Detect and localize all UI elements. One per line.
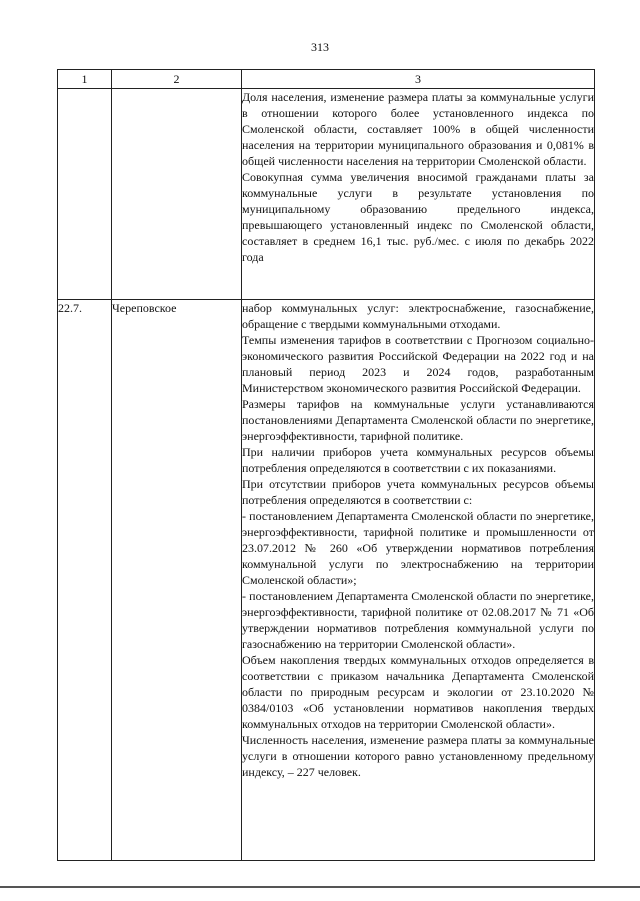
paragraph: Размеры тарифов на коммунальные услуги устанавливаются постановлениями Департамента Смоленской области по энергетике, энергоэффективности, тарифной политике.: [242, 397, 594, 443]
municipality-cell: [112, 89, 242, 300]
paragraph: - постановлением Департамента Смоленской области по энергетике, энергоэффективности, тарифной политике и промышленности от 23.07.2012 № 260 «Об утверждении нормативов потребления коммунальной услуги по электроснабжению на территории Смоленской области»;: [242, 509, 594, 587]
paragraph: Объем накопления твердых коммунальных отходов определяется в соответствии с приказом начальника Департамента Смоленской области по природным ресурсам и экологии от 23.10.2020 № 0384/0103 «Об установлении нормативов накопления твердых коммунальных отходов на территории Смоленской области».: [242, 653, 594, 731]
table-row: [58, 300, 595, 861]
description-cell: [242, 89, 595, 300]
column-header-1: 1: [58, 70, 112, 89]
paragraph: набор коммунальных услуг: электроснабжение, газоснабжение, обращение с твердыми коммунальными отходами.: [242, 301, 594, 331]
row-number-cell: [58, 89, 112, 300]
paragraph: - постановлением Департамента Смоленской области по энергетике, энергоэффективности, тарифной политике от 02.08.2017 № 71 «Об утверждении нормативов потребления коммунальной услуги по газоснабжению на территории Смоленской области».: [242, 589, 594, 651]
description-cell: [242, 300, 595, 861]
row-number-cell: 22.7.: [58, 300, 112, 861]
column-header-2: 2: [112, 70, 242, 89]
paragraph: При наличии приборов учета коммунальных ресурсов объемы потребления определяются в соответствии с их показаниями.: [242, 445, 594, 475]
paragraph: Темпы изменения тарифов в соответствии с Прогнозом социально-экономического развития Российской Федерации на 2022 год и на плановый период 2023 и 2024 годов, разработанным Министерством экономического развития Российской Федерации.: [242, 333, 594, 395]
paragraph: Численность населения, изменение размера платы за коммунальные услуги в отношении которого равно установленному предельному индексу, – 227 человек.: [242, 733, 594, 779]
paragraph: При отсутствии приборов учета коммунальных ресурсов объемы потребления определяются в соответствии с:: [242, 477, 594, 507]
paragraph: Совокупная сумма увеличения вносимой гражданами платы за коммунальные услуги в результате установления по муниципальному образованию предельного индекса, превышающего установленный индекс по Смоленской области, составляет в среднем 16,1 тыс. руб./мес. с июля по декабрь 2022 года: [242, 170, 594, 264]
municipality-cell: Череповское: [112, 300, 242, 861]
table-header-row: [58, 70, 595, 89]
data-table: [57, 69, 595, 861]
page-number: 313: [311, 40, 329, 54]
column-header-3: 3: [242, 70, 595, 89]
table-row: [58, 89, 595, 300]
scan-bottom-line: [0, 886, 640, 888]
paragraph: Доля населения, изменение размера платы за коммунальные услуги в отношении которого более установленного индекса по Смоленской области, составляет 100% в общей численности населения на территории муниципального образования и 0,081% в общей численности населения на территории Смоленской области.: [242, 90, 594, 168]
